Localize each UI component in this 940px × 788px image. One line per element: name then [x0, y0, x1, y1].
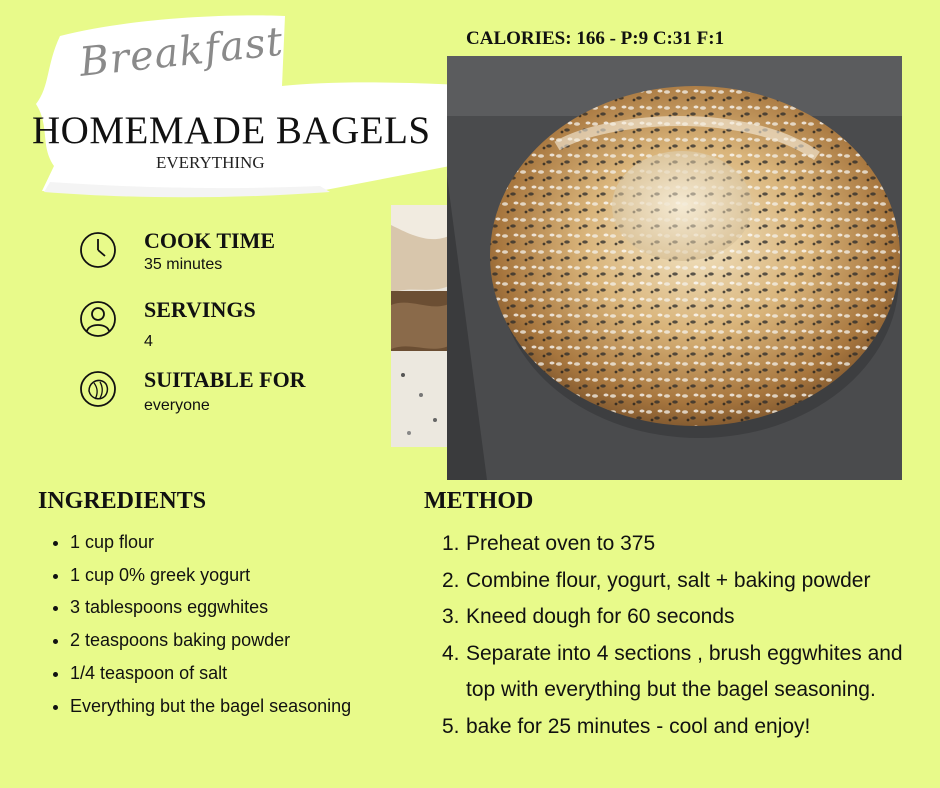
category-label: Breakfast	[77, 18, 286, 86]
person-icon	[78, 299, 118, 339]
bagel-photo	[447, 56, 902, 480]
step-number: 2.	[442, 568, 460, 592]
ingredient-item: • 2 teaspoons baking powder	[70, 624, 370, 657]
info-servings	[78, 299, 378, 359]
method-step	[428, 526, 928, 563]
method-step	[428, 599, 928, 636]
method-step	[428, 563, 928, 600]
step-text: Preheat oven to 375	[466, 532, 656, 555]
cook-time-heading: COOK TIME	[144, 228, 276, 253]
cabbage-icon	[78, 369, 118, 409]
bagel-photo-secondary	[391, 205, 451, 447]
nutrition-info: CALORIES: 166 - P:9 C:31 F:1	[466, 28, 725, 49]
cook-time-value: 35 minutes	[144, 256, 223, 273]
method-list	[428, 526, 928, 745]
step-number: 4.	[442, 641, 460, 665]
ingredient-item: • 1/4 teaspoon of salt	[70, 657, 370, 690]
suitable-for-heading: SUITABLE FOR	[144, 367, 306, 392]
info-suitable-for	[78, 369, 378, 429]
ingredient-item: • Everything but the bagel seasoning	[70, 690, 370, 723]
recipe-subtitle: EVERYTHING	[156, 153, 265, 172]
step-number: 5.	[442, 714, 460, 738]
step-text: Combine flour, yogurt, salt + baking powder	[466, 568, 871, 592]
step-number: 1.	[442, 532, 460, 555]
ingredients-heading: INGREDIENTS	[38, 488, 207, 514]
recipe-title: HOMEMADE BAGELS	[32, 109, 431, 152]
step-text: bake for 25 minutes - cool and enjoy!	[466, 714, 811, 738]
ingredient-item: • 1 cup flour	[70, 526, 370, 559]
step-text: Kneed dough for 60 seconds	[466, 605, 735, 628]
servings-value: 4	[144, 333, 153, 350]
step-number: 3.	[442, 605, 460, 628]
ingredient-item: • 1 cup 0% greek yogurt	[70, 559, 370, 592]
method-step	[428, 709, 928, 746]
info-cook-time	[78, 230, 378, 290]
servings-heading: SERVINGS	[144, 297, 256, 322]
step-text: Separate into 4 sections , brush eggwhites and top with everything but the bagel seasoning.	[466, 641, 903, 701]
method-heading: METHOD	[424, 488, 534, 514]
ingredients-list	[40, 526, 370, 722]
ingredient-item: • 3 tablespoons eggwhites	[70, 591, 370, 624]
method-step	[428, 636, 928, 709]
suitable-for-value: everyone	[144, 397, 210, 414]
clock-icon	[78, 230, 118, 270]
